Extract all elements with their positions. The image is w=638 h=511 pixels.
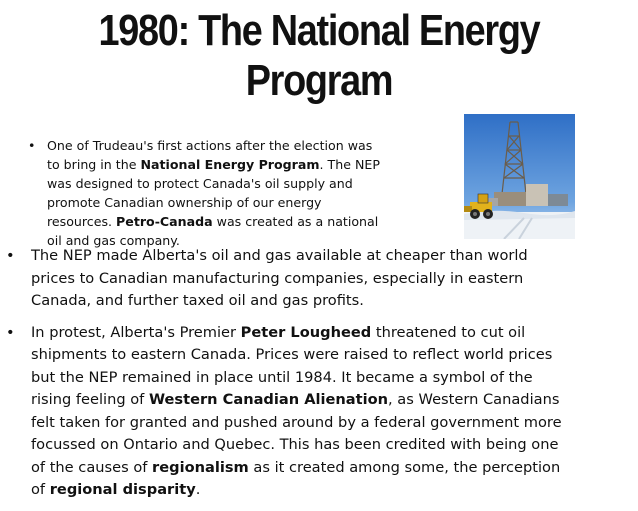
bullet-text: The NEP made Alberta's oil and gas available at cheaper than world prices to Canadian manufacturing companies, especially in eastern Canada, and further taxed oil and gas profits. [31, 247, 528, 309]
oil-rig-icon [464, 114, 575, 239]
text-run: . The NEP was designed to protect Canada's oil supply and promote Canadian ownership of our energy resources. [47, 157, 380, 229]
text-run: , as Western Canadians felt taken for granted and pushed around by a federal government more focussed on Ontario and Quebec. This has been credited with being one of the causes of [31, 391, 562, 476]
text-run: In protest, Alberta's Premier [31, 323, 241, 341]
bold-term: National Energy Program [140, 157, 320, 172]
title-line-1: 1980: The National Energy [98, 6, 540, 55]
bold-term: regionalism [152, 458, 249, 476]
bullet-alberta-protest [6, 322, 566, 502]
slide-title [45, 6, 594, 106]
bullet-text [47, 136, 388, 250]
bullet-nep-effects [6, 245, 566, 313]
bullet-text [31, 324, 562, 499]
text-run: . [195, 481, 201, 498]
bullet-dot-icon: • [28, 138, 36, 153]
bullet-dot-icon: • [6, 247, 15, 264]
bullet-nep-intro [28, 136, 388, 250]
bold-term: regional disparity [49, 481, 196, 498]
bold-term: Petro-Canada [116, 214, 213, 229]
text-run: was created as a national oil and gas company. [47, 214, 379, 248]
text-run: as it created among some, the perception of [31, 458, 561, 498]
oil-rig-photo [464, 114, 575, 239]
main-bullet-list [6, 245, 566, 511]
bullet-dot-icon: • [6, 323, 15, 341]
title-line-2: Program [245, 56, 393, 105]
bold-term: Western Canadian Alienation [148, 391, 389, 408]
bold-term: Peter Lougheed [240, 323, 372, 341]
text-run: One of Trudeau's first actions after the election was to bring in the [47, 138, 373, 172]
text-run: threatened to cut oil shipments to eastern Canada. Prices were raised to reflect world prices but the NEP remained in place until 1984. It became a symbol of the rising feeling of [31, 323, 553, 408]
